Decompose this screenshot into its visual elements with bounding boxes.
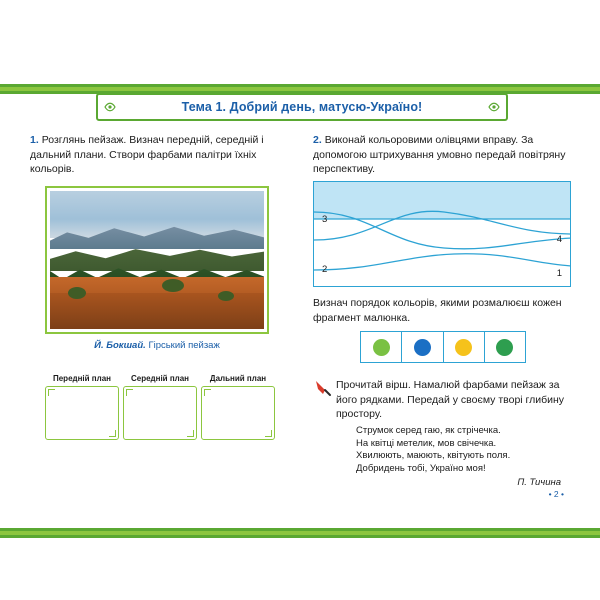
swatch-cell-4[interactable] [485,332,525,362]
task-1 [30,133,290,177]
floral-ornament-right-icon [485,100,501,114]
diagram-label-4: 4 [556,234,562,245]
painting-author: Й. Бокшай. [94,340,146,351]
plan-boxes-group [45,374,277,440]
theme-title-banner [96,93,508,121]
diagram-label-2: 2 [322,264,328,275]
poem-author: П. Тичина [517,477,561,488]
diagram-label-3: 3 [322,214,328,225]
painting-title: Гірський пейзаж [148,340,220,351]
page-title: Тема 1. Добрий день, матусю-Україно! [181,100,423,114]
swatch-blue [414,339,431,356]
plan-box-foreground[interactable] [45,386,119,440]
poem-block [356,425,571,490]
plan-label-middle: Середній план [130,374,190,383]
painting-mountain-landscape [50,191,264,329]
floral-ornament-left-icon [103,100,119,114]
task-2-number: 2. [313,134,322,146]
swatch-yellow [455,339,472,356]
left-column [30,133,290,177]
pen-nib-icon [313,378,333,398]
diagram-curves [314,182,571,287]
right-column [313,133,571,177]
bottom-green-bar [0,528,600,538]
painting-bush [218,291,234,301]
perspective-diagram[interactable] [313,181,571,287]
task-2 [313,133,571,177]
swatch-cell-3[interactable] [444,332,485,362]
plan-label-background: Дальний план [209,374,267,383]
painting-bush [68,287,86,299]
poem-task-text: Прочитай вірш. Намалюй фарбами пейзаж за його рядками. Передай у своєму творі глибину простору. [336,379,565,420]
sub-task-text: Визнач порядок кольорів, якими розмалюєш кожен фрагмент малюнка. [313,297,562,324]
bottom-green-bar-inner [0,531,600,535]
painting-caption [45,340,269,351]
task-2-text: Виконай кольоровими олівцями вправу. За допомогою штрихування умовно передай повітряну перспективу. [313,134,566,175]
swatch-light-green [373,339,390,356]
task-1-text: Розглянь пейзаж. Визнач передній, середній і дальний плани. Створи фарбами палітри їхніх кольорів. [30,134,264,175]
color-swatches-row[interactable] [360,331,526,363]
swatch-cell-2[interactable] [402,332,443,362]
swatch-green [496,339,513,356]
plan-box-middle[interactable] [123,386,197,440]
plan-label-foreground: Передній план [52,374,111,383]
painting-bush [162,279,184,292]
poem-line: На квітці метелик, мов свічечка. [356,437,497,449]
poem-line: Хвилюють, маюють, квітують поля. [356,450,511,461]
plan-boxes-row [45,386,277,440]
diagram-label-1: 1 [556,268,562,279]
top-green-bar-inner [0,87,600,91]
task-1-number: 1. [30,134,39,146]
poem-line: Добридень тобі, Україно моя! [356,462,486,474]
swatch-cell-1[interactable] [361,332,402,362]
plan-boxes-labels [45,374,277,386]
page-number: • 2 • [548,489,564,499]
plan-box-background[interactable] [201,386,275,440]
painting-frame [45,186,269,334]
poem-line: Струмок серед гаю, як стрічечка. [356,425,501,436]
